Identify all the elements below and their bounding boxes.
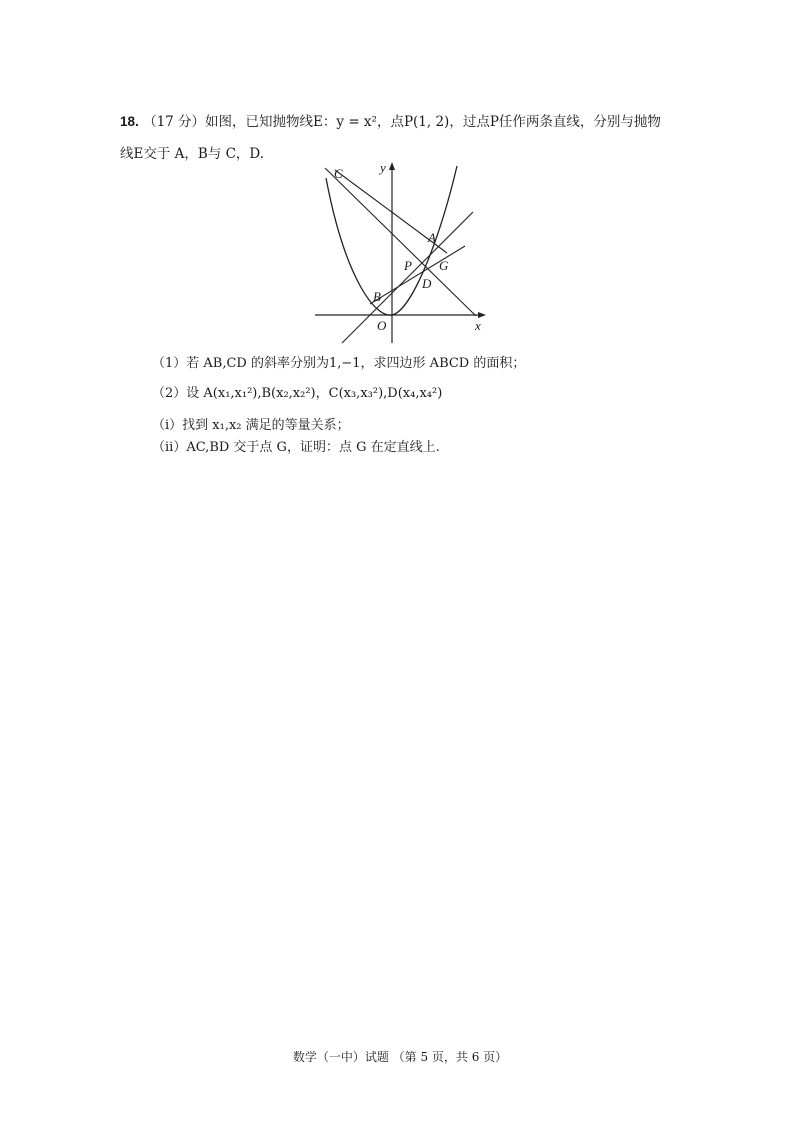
question-text-1: （17 分）如图，已知抛物线E：y = x²，点P(1, 2)，过点P任作两条直线，分别与抛物 [143, 114, 661, 130]
question-line-2: 线E交于 A，B与 C，D. [120, 146, 265, 162]
label-A: A [428, 230, 436, 245]
y-axis-arrow [389, 162, 395, 170]
page-footer: 数学（一中）试题 （第 5 页，共 6 页） [292, 1050, 508, 1064]
line-bg [370, 246, 465, 304]
label-P: P [404, 258, 412, 273]
label-x: x [475, 318, 481, 333]
label-y: y [380, 160, 386, 175]
label-D: D [422, 276, 432, 291]
question-line-1 [120, 110, 661, 130]
part-2: （2）设 A(x₁,x₁²),B(x₂,x₂²)，C(x₃,x₃²),D(x₄,x₄²) [152, 386, 443, 401]
question-number: 18. [120, 114, 139, 129]
parabola-figure [300, 158, 500, 348]
part-1: （1）若 AB,CD 的斜率分别为1,−1，求四边形 ABCD 的面积； [152, 356, 526, 371]
line-cd [325, 168, 476, 316]
part-2-i: （i）找到 x₁,x₂ 满足的等量关系； [152, 418, 350, 433]
line-ab [342, 212, 473, 343]
part-2-ii: （ii）AC,BD 交于点 G，证明：点 G 在定直线上. [152, 440, 440, 455]
label-C: C [334, 166, 343, 181]
label-O: O [377, 318, 387, 333]
label-G: G [439, 258, 449, 273]
label-B: B [373, 289, 381, 304]
